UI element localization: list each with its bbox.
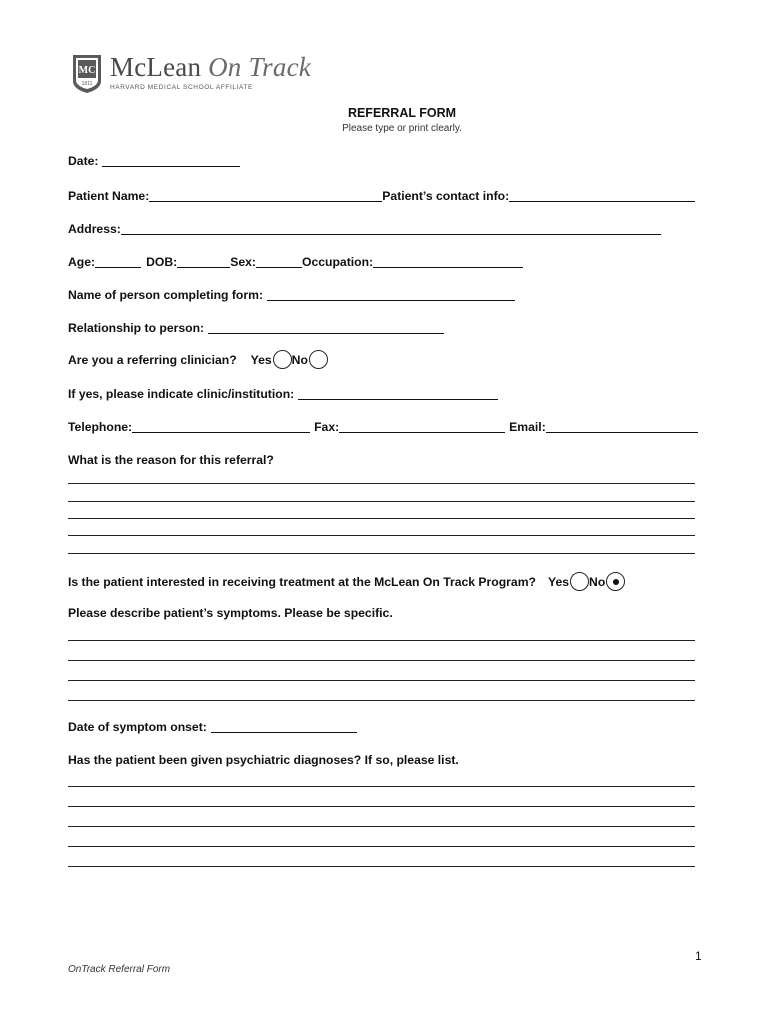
reason-line[interactable]	[68, 483, 695, 484]
symptoms-line[interactable]	[68, 700, 695, 701]
relationship-label: Relationship to person:	[68, 321, 205, 335]
diagnoses-line[interactable]	[68, 826, 695, 827]
address-field[interactable]	[121, 223, 661, 235]
diagnoses-line[interactable]	[68, 866, 695, 867]
interest-yes-label: Yes	[548, 574, 570, 589]
mclean-shield-logo	[72, 54, 102, 94]
occupation-label: Occupation:	[302, 255, 374, 269]
relationship-row	[68, 321, 444, 335]
shield-year: 1811	[81, 81, 93, 87]
reason-line[interactable]	[68, 535, 695, 536]
dob-field[interactable]	[177, 256, 230, 268]
relationship-field[interactable]	[208, 322, 444, 334]
form-subtitle: Please type or print clearly.	[342, 123, 462, 134]
demographics-row	[68, 255, 523, 269]
address-label: Address:	[68, 222, 121, 236]
referring-yes-radio[interactable]	[273, 350, 292, 369]
patient-name-field[interactable]	[149, 190, 382, 202]
referring-no-label: No	[291, 352, 308, 367]
diagnoses-line[interactable]	[68, 786, 695, 787]
brand-tagline: HARVARD MEDICAL SCHOOL AFFILIATE	[110, 84, 253, 91]
footer-text: OnTrack Referral Form	[68, 964, 171, 975]
age-label: Age:	[68, 255, 96, 269]
contact-info-field[interactable]	[509, 190, 695, 202]
email-field[interactable]	[546, 421, 698, 433]
fax-field[interactable]	[339, 421, 505, 433]
brand-name-main: McLean	[110, 52, 202, 82]
page-number: 1	[695, 949, 702, 963]
brand-name	[110, 52, 311, 83]
reason-line[interactable]	[68, 501, 695, 502]
reason-line[interactable]	[68, 553, 695, 554]
date-label: Date:	[68, 154, 99, 168]
sex-label: Sex:	[230, 255, 256, 269]
clinic-row	[68, 387, 498, 401]
shield-initials: MC	[78, 65, 96, 76]
date-field[interactable]	[102, 155, 240, 167]
interest-no-radio-selected[interactable]	[606, 572, 625, 591]
onset-field[interactable]	[211, 721, 357, 733]
sex-field[interactable]	[256, 256, 302, 268]
form-title: REFERRAL FORM	[347, 106, 457, 120]
reason-line[interactable]	[68, 518, 695, 519]
referring-question: Are you a referring clinician?	[68, 352, 237, 367]
dob-label: DOB:	[146, 255, 178, 269]
symptoms-question: Please describe patient’s symptoms. Please be specific.	[68, 606, 393, 620]
diagnoses-question: Has the patient been given psychiatric diagnoses? If so, please list.	[68, 753, 459, 767]
telephone-label: Telephone:	[68, 420, 133, 434]
completer-label: Name of person completing form:	[68, 288, 264, 302]
patient-name-label: Patient Name:	[68, 189, 150, 203]
referring-no-radio[interactable]	[309, 350, 328, 369]
email-label: Email:	[509, 420, 546, 434]
referring-row	[68, 350, 328, 369]
interest-question: Is the patient interested in receiving treatment at the McLean On Track Program?	[68, 574, 536, 589]
clinic-label: If yes, please indicate clinic/institution:	[68, 387, 295, 401]
patient-name-row	[68, 189, 695, 203]
symptoms-line[interactable]	[68, 640, 695, 641]
occupation-field[interactable]	[373, 256, 523, 268]
diagnoses-line[interactable]	[68, 846, 695, 847]
brand-name-sub: On Track	[208, 52, 311, 82]
interest-no-label: No	[589, 574, 606, 589]
interest-row	[68, 572, 625, 591]
symptoms-line[interactable]	[68, 660, 695, 661]
age-field[interactable]	[95, 256, 141, 268]
referring-yes-label: Yes	[250, 352, 272, 367]
onset-label: Date of symptom onset:	[68, 720, 207, 734]
completer-row	[68, 288, 515, 302]
reason-question: What is the reason for this referral?	[68, 453, 274, 467]
clinic-field[interactable]	[298, 388, 498, 400]
fax-label: Fax:	[314, 420, 340, 434]
telephone-field[interactable]	[132, 421, 310, 433]
address-row	[68, 222, 661, 236]
contact-row	[68, 420, 698, 434]
onset-row	[68, 720, 357, 734]
diagnoses-line[interactable]	[68, 806, 695, 807]
symptoms-line[interactable]	[68, 680, 695, 681]
completer-field[interactable]	[267, 289, 515, 301]
contact-info-label: Patient’s contact info:	[382, 189, 510, 203]
radio-selected-dot	[613, 579, 619, 585]
interest-yes-radio[interactable]	[570, 572, 589, 591]
date-row	[68, 154, 240, 168]
